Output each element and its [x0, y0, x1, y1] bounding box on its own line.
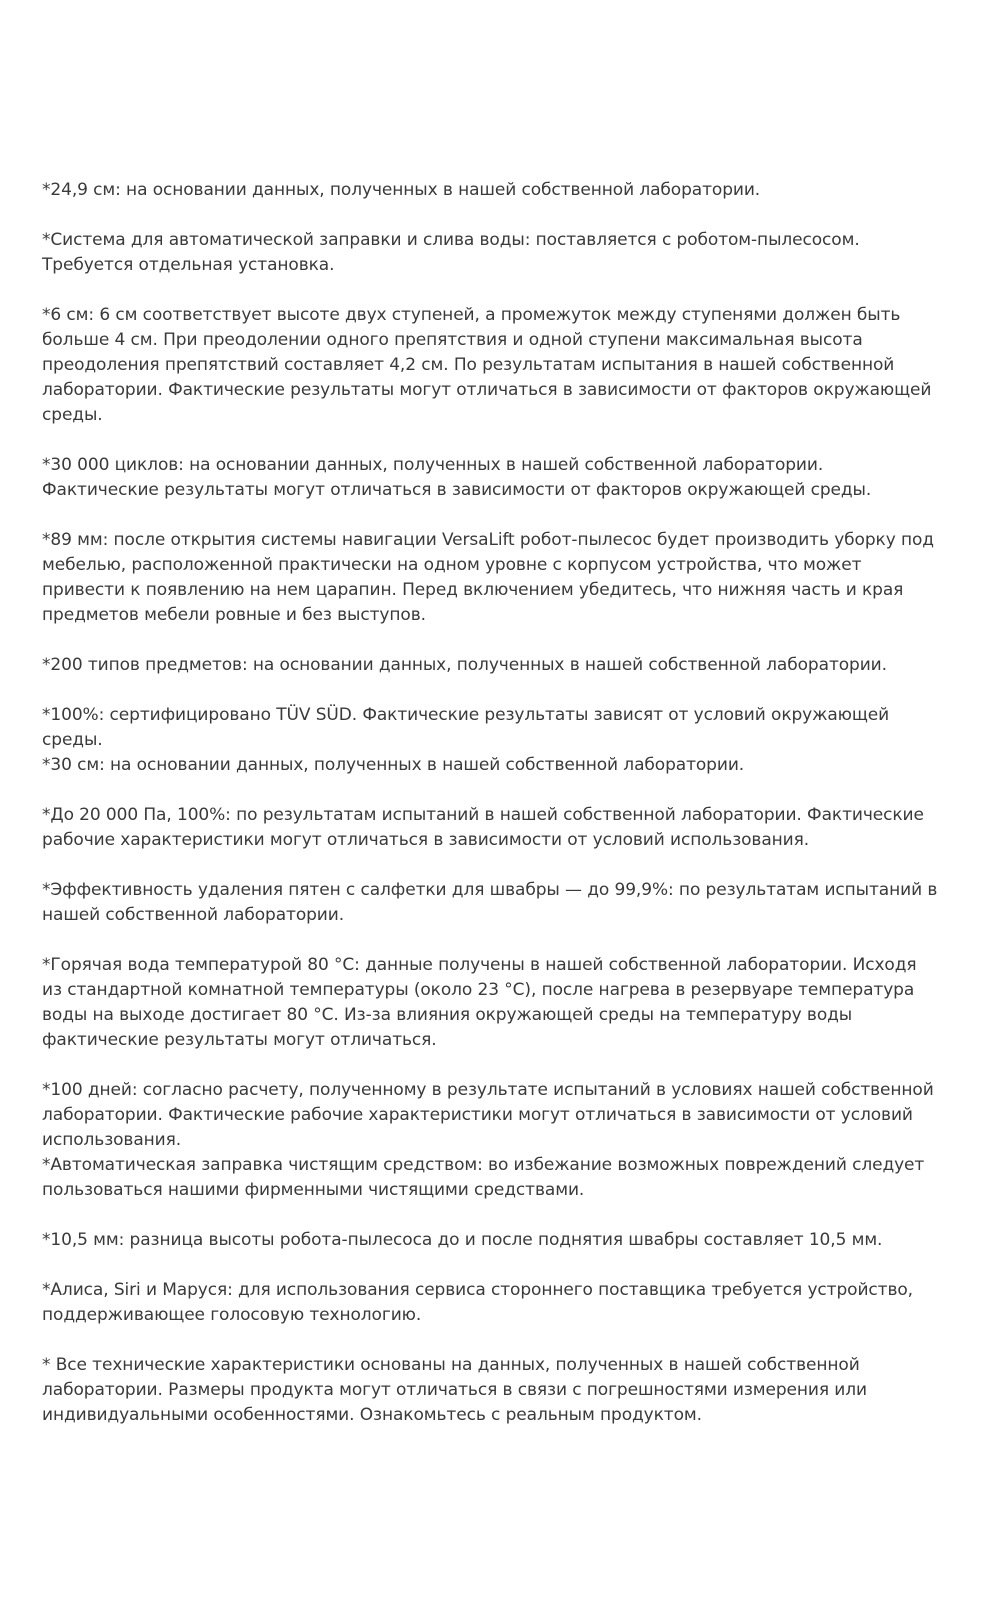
- footnote-general-disclaimer: * Все технические характеристики основаны на данных, полученных в нашей собственной лаборатории. Размеры продукта могут отличаться в связи с погрешностями измерения или индивидуальными особенностями. Ознакомьтесь с реальным продуктом.: [42, 1355, 867, 1425]
- footnote-tuv-certified: *100%: сертифицировано TÜV SÜD. Фактические результаты зависят от условий окружающей среды.: [42, 705, 890, 750]
- footnote-100-days: *100 дней: согласно расчету, полученному в результате испытаний в условиях нашей собственной лаборатории. Фактические рабочие характеристики могут отличаться в зависимости от условий использования.: [42, 1080, 934, 1150]
- footnote-suction-power: *До 20 000 Па, 100%: по результатам испытаний в нашей собственной лаборатории. Фактические рабочие характеристики могут отличаться в зависимости от условий использования.: [42, 805, 924, 850]
- footnote-cycles: *30 000 циклов: на основании данных, полученных в нашей собственной лаборатории. Фактические результаты могут отличаться в зависимости от факторов окружающей среды.: [42, 455, 872, 500]
- footnotes-section: [42, 178, 974, 1428]
- footnote-mop-lift: *10,5 мм: разница высоты робота-пылесоса до и после поднятия швабры составляет 10,5 мм.: [42, 1230, 883, 1250]
- footnote-versalift: *89 мм: после открытия системы навигации VersaLift робот-пылесос будет производить уборку под мебелью, расположенной практически на одном уровне с корпусом устройства, что может привести к появлению на нем царапин. Перед включением убедитесь, что нижняя часть и края предметов мебели ровные и без выступов.: [42, 530, 934, 625]
- footnote-obstacle-climbing: *6 см: 6 см соответствует высоте двух ступеней, а промежуток между ступенями должен быть больше 4 см. При преодолении одного препятствия и одной ступени максимальная высота преодоления препятствий составляет 4,2 см. По результатам испытания в нашей собственной лаборатории. Фактические результаты могут отличаться в зависимости от факторов окружающей среды.: [42, 305, 932, 425]
- footnote-30cm: *30 см: на основании данных, полученных в нашей собственной лаборатории.: [42, 755, 745, 775]
- footnote-object-types: *200 типов предметов: на основании данных, полученных в нашей собственной лаборатории.: [42, 655, 887, 675]
- footnote-hot-water: *Горячая вода температурой 80 °C: данные получены в нашей собственной лаборатории. Исходя из стандартной комнатной температуры (около 23 °C), после нагрева в резервуаре температура воды на выходе достигает 80 °C. Из-за влияния окружающей среды на температуру воды фактические результаты могут отличаться.: [42, 955, 917, 1050]
- footnote-height: *24,9 см: на основании данных, полученных в нашей собственной лаборатории.: [42, 180, 761, 200]
- footnote-auto-water-system: *Система для автоматической заправки и слива воды: поставляется с роботом-пылесосом. Требуется отдельная установка.: [42, 230, 860, 275]
- footnote-detergent: *Автоматическая заправка чистящим средством: во избежание возможных повреждений следует пользоваться нашими фирменными чистящими средствами.: [42, 1155, 925, 1200]
- footnote-stain-removal: *Эффективность удаления пятен с салфетки для швабры — до 99,9%: по результатам испытаний в нашей собственной лаборатории.: [42, 880, 938, 925]
- footnote-voice-assistants: *Алиса, Siri и Маруся: для использования сервиса стороннего поставщика требуется устройство, поддерживающее голосовую технологию.: [42, 1280, 913, 1325]
